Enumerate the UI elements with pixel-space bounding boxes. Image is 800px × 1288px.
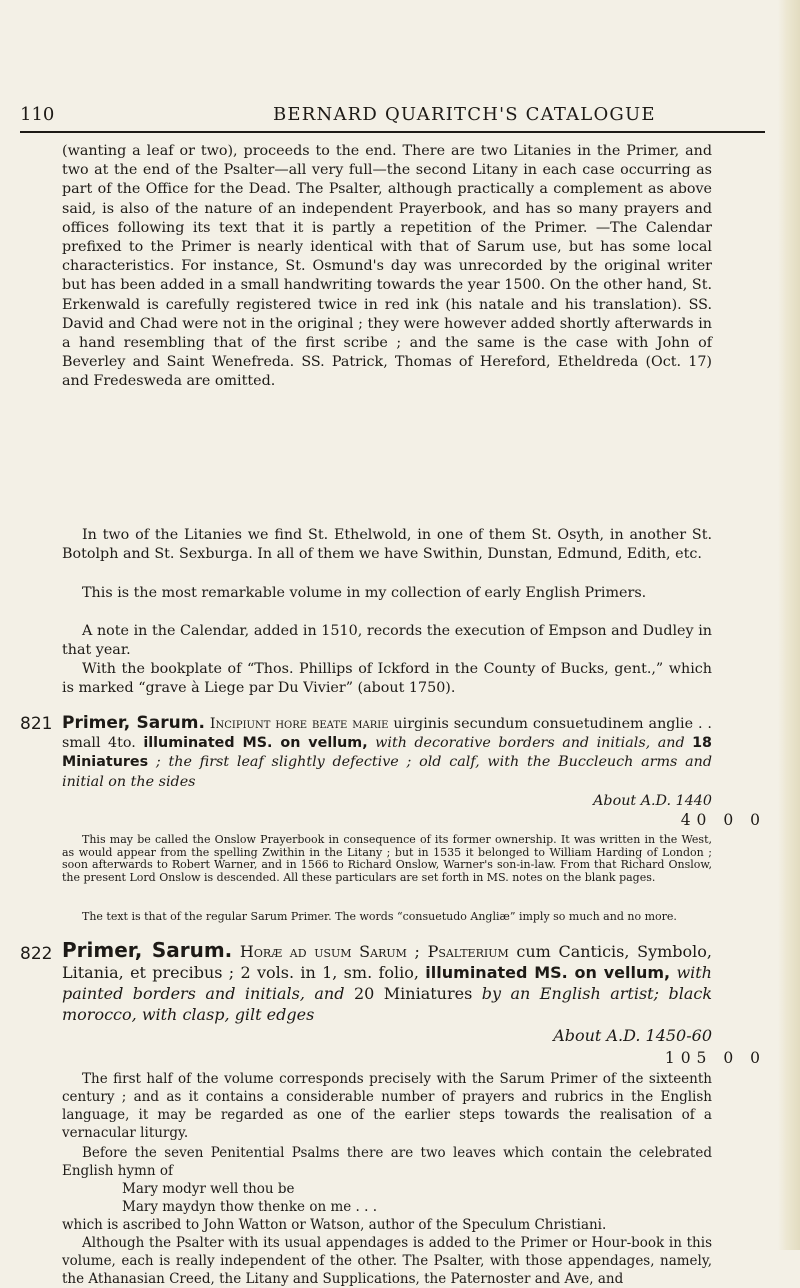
entry-822-number: 822 bbox=[20, 944, 53, 964]
entry-821-decoration: with decorative borders and initials, and bbox=[375, 735, 685, 752]
entry-821-binding: ; the first leaf slightly defective ; old calf, with the Buccleuch arms and initial on the sides bbox=[62, 754, 713, 790]
verse-line: Mary modyr well thou be bbox=[122, 1181, 295, 1197]
entry-822-price: 105 0 0 bbox=[664, 1049, 766, 1067]
entry-822-paragraph-ascription bbox=[62, 1216, 712, 1287]
paragraph-litanies: In two of the Litanies we find St. Ethelwold, in one of them St. Osyth, in another St. Botolph and St. Sexburga. In all of them we have Swithin, Dunstan, Edmund, Edith, etc. bbox=[62, 527, 712, 563]
entry-821-note-provenance: This may be called the Onslow Prayerbook in consequence of its former ownership. It was written in the West, as would appear from the spelling Zwithin in the Litany ; but in 1535 it belonged to William Harding of London ; soon afterwards to Robert Warner, and in 1566 to Richard Onslow, Warner's son-in-law. From that Richard Onslow, the present Lord Onslow is descended. All these particulars are set forth in MS. notes on the blank pages. bbox=[62, 833, 712, 884]
paragraph-calendar-note: A note in the Calendar, added in 1510, records the execution of Empson and Dudley in that year. bbox=[62, 623, 712, 659]
entry-822-date: About A.D. 1450-60 bbox=[553, 1026, 712, 1045]
verse-line: Mary maydyn thow thenke on me . . . bbox=[122, 1199, 377, 1215]
entry-821-incipit: Incipiunt hore beate marie bbox=[209, 716, 389, 732]
entry-822-horae: Horæ ad usum Sarum ; Psalterium bbox=[239, 942, 509, 961]
paragraph-bookplate: With the bookplate of “Thos. Phillips of Ickford in the County of Bucks, gent.,” which is marked “grave à Liege par Du Vivier” (about 1750). bbox=[62, 661, 712, 697]
entry-821-price: 40 0 0 bbox=[680, 811, 766, 829]
running-title: BERNARD QUARITCH'S CATALOGUE bbox=[273, 104, 656, 125]
page-header bbox=[20, 104, 765, 134]
entry-821-note-text: The text is that of the regular Sarum Primer. The words “consuetudo Angliæ” imply so much and no more. bbox=[82, 910, 677, 923]
psalter-text: Although the Psalter with its usual appendages is added to the Primer or Hour-book in this volume, each is really independent of the other. The Psalter, with those appendages, namely, the Athanasian Creed, the Litany and Supplications, the Paternoster and Ave, and bbox=[62, 1235, 712, 1287]
entry-821-miniatures: 18 Miniatures bbox=[62, 735, 713, 771]
entry-822-verse bbox=[62, 1180, 772, 1216]
entry-822-description bbox=[62, 940, 712, 1046]
page-edge bbox=[778, 0, 800, 1250]
entry-822-paragraph-primer: The first half of the volume corresponds precisely with the Sarum Primer of the sixteenth century ; and as it contains a considerable number of prayers and rubrics in the English language, it may be regarded as one of the earlier steps towards the realisation of a vernacular liturgy. bbox=[62, 1071, 712, 1141]
ascription-text: which is ascribed to John Watton or Watson, author of the Speculum Christiani. bbox=[62, 1217, 607, 1233]
entry-822-illuminated: illuminated MS. on vellum, bbox=[425, 963, 671, 982]
entry-822-decoration: with painted borders and initials, and bbox=[62, 963, 712, 1003]
entry-821-text: uirginis secundum consuetudinem anglie . . small 4to. bbox=[62, 716, 712, 752]
entry-821-illuminated: illuminated MS. on vellum, bbox=[143, 735, 368, 752]
entry-822-text: cum Canticis, Symbolo, Litania, et precibus ; 2 vols. in 1, sm. folio, bbox=[62, 942, 712, 982]
entry-821-number: 821 bbox=[20, 714, 53, 734]
entry-821-date: About A.D. 1440 bbox=[593, 792, 712, 809]
page-number: 110 bbox=[20, 104, 55, 125]
paragraph-remarkable: This is the most remarkable volume in my collection of early English Primers. bbox=[82, 585, 647, 601]
entry-821-title: Primer, Sarum. bbox=[62, 713, 205, 733]
header-rule bbox=[20, 131, 765, 133]
entry-822-binding: by an English artist; black morocco, with clasp, gilt edges bbox=[62, 984, 713, 1024]
paragraph-intro: (wanting a leaf or two), proceeds to the end. There are two Litanies in the Primer, and two at the end of the Psalter—all very full—the second Litany in each case occurring as part of the Office for the Dead. The Psalter, although practically a complement as above said, is also of the nature of an independent Prayerbook, and has so many prayers and offices following its text that it is partly a repetition of the Primer. —The Calendar prefixed to the Primer is nearly identical with that of Sarum use, but has some local characteristics. For instance, St. Osmund's day was unrecorded by the original writer but has been added in a small handwriting towards the year 1500. On the other hand, St. Erkenwald is carefully registered twice in red ink (his natale and his translation). SS. David and Chad were not in the original ; they were however added shortly afterwards in a hand resembling that of the first scribe ; and the same is the case with John of Beverley and Saint Wenefreda. SS. Patrick, Thomas of Hereford, Etheldreda (Oct. 17) and Fredesweda are omitted. bbox=[62, 143, 712, 390]
entry-822-title: Primer, Sarum. bbox=[62, 938, 233, 962]
entry-822-paragraph-hymn: Before the seven Penitential Psalms there are two leaves which contain the celebrated English hymn of bbox=[62, 1145, 712, 1179]
entry-822-miniatures: 20 Miniatures bbox=[353, 984, 473, 1003]
entry-821-description bbox=[62, 714, 712, 811]
